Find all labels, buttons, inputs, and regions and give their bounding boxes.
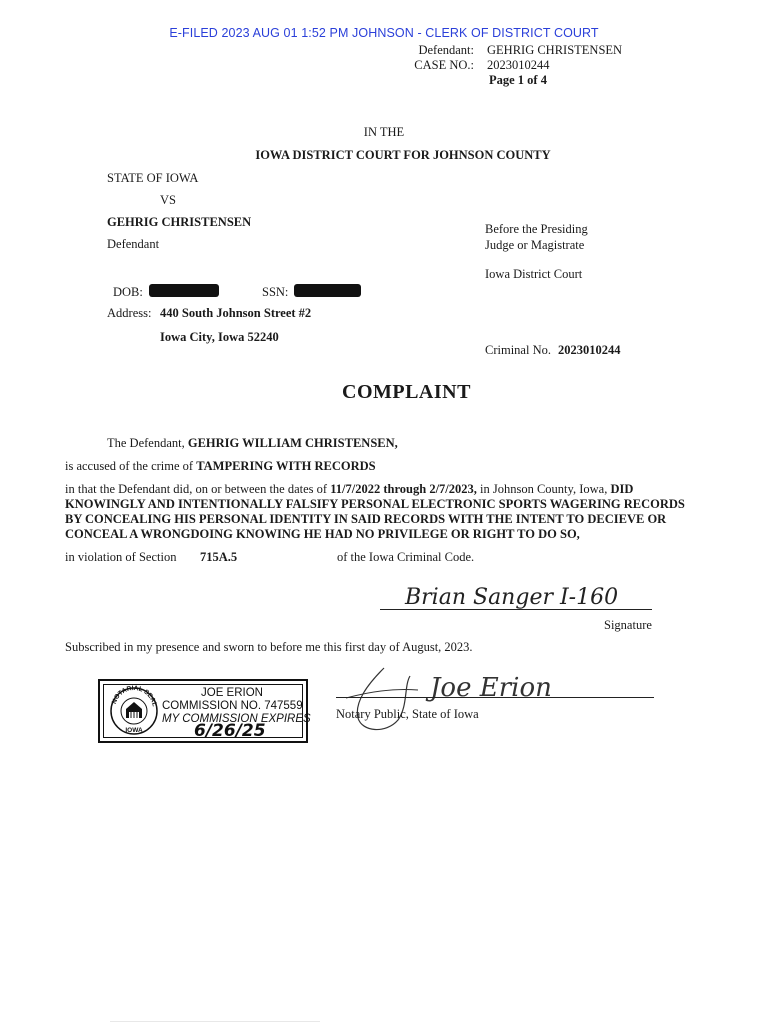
violation-suffix: of the Iowa Criminal Code.: [337, 550, 475, 564]
violation-section: 715A.5: [200, 550, 238, 564]
seal-top-text: NOTARIAL SEAL: [110, 685, 158, 708]
notary-signature-line: [336, 697, 654, 698]
charge-line-2: BY CONCEALING HIS PERSONAL IDENTITY IN SAID RECORDS WITH THE INTENT TO DECIEVE OR: [65, 512, 667, 526]
dob-redaction: [149, 284, 219, 297]
court-name: IOWA DISTRICT COURT FOR JOHNSON COUNTY: [255, 148, 551, 162]
subscribed-statement: Subscribed in my presence and sworn to before me this first day of August, 2023.: [65, 640, 473, 654]
notary-stamp: [98, 679, 311, 743]
body-crime: TAMPERING WITH RECORDS: [196, 459, 376, 473]
header-case-label: CASE NO.:: [414, 58, 474, 72]
body-date-from: 11/7/2022: [330, 482, 381, 496]
header-defendant-label: Defendant:: [418, 43, 474, 57]
body-through: through: [383, 482, 427, 496]
address-line2: Iowa City, Iowa 52240: [160, 330, 279, 344]
notarial-seal-icon: [106, 685, 162, 737]
efiled-banner: E-FILED 2023 AUG 01 1:52 PM JOHNSON - CLERK OF DISTRICT COURT: [169, 26, 599, 40]
address-line1: 440 South Johnson Street #2: [160, 306, 312, 320]
notary-expires-label: MY COMMISSION EXPIRES: [162, 713, 311, 725]
notary-commission: COMMISSION NO. 747559: [162, 700, 303, 712]
body-accused-line: [65, 459, 376, 474]
charge-line-1: KNOWINGLY AND INTENTIONALLY FALSIFY PERSONAL ELECTRONIC SPORTS WAGERING RECORDS: [65, 497, 685, 511]
defendant-name: GEHRIG CHRISTENSEN: [107, 215, 252, 229]
body-intro-line: [107, 436, 398, 451]
right-court-name: Iowa District Court: [485, 267, 583, 281]
dob-label: DOB:: [113, 285, 143, 299]
criminal-no-value: 2023010244: [558, 343, 621, 357]
ssn-redaction: [294, 284, 361, 297]
signature-label: Signature: [604, 618, 652, 632]
body-accused: is accused of the crime of: [65, 459, 194, 473]
page-number: Page 1 of 4: [489, 73, 547, 87]
criminal-no-label: Criminal No.: [485, 343, 551, 357]
charge-line-3: CONCEAL A WRONGDOING KNOWING HE HAD NO PRIVILEGE OR RIGHT TO DO SO,: [65, 527, 580, 541]
signature-line: [380, 609, 652, 610]
complainant-signature-text: Brian Sanger I-160: [405, 585, 619, 610]
plaintiff-name: STATE OF IOWA: [107, 171, 199, 185]
body-intro: The Defendant,: [107, 436, 185, 450]
notary-expires-date: 6/26/25: [194, 721, 266, 741]
ssn-label: SSN:: [262, 285, 289, 299]
document-title: COMPLAINT: [342, 381, 471, 403]
defendant-label: Defendant: [107, 237, 160, 251]
notary-signature: [338, 662, 558, 742]
violation-prefix: in violation of Section: [65, 550, 177, 564]
header-case-value: 2023010244: [487, 58, 550, 72]
presiding-line1: Before the Presiding: [485, 222, 588, 236]
versus-text: VS: [160, 193, 176, 207]
address-label: Address:: [107, 306, 152, 320]
seal-bottom-text: IOWA: [125, 727, 143, 734]
body-dates-prefix: in that the Defendant did, on or between the dates of: [65, 482, 328, 496]
body-dates-line: [65, 482, 633, 497]
notary-line-label: Notary Public, State of Iowa: [336, 707, 479, 721]
body-full-name: GEHRIG WILLIAM CHRISTENSEN,: [187, 436, 398, 450]
body-did: DID: [610, 482, 634, 496]
in-the-text: IN THE: [363, 125, 405, 139]
scan-artifact: [110, 1021, 320, 1022]
body-county: in Johnson County, Iowa,: [480, 482, 608, 496]
body-date-to: 2/7/2023,: [429, 482, 477, 496]
presiding-line2: Judge or Magistrate: [485, 238, 585, 252]
notary-signature-text: Joe Erion: [430, 673, 552, 703]
notary-name: JOE ERION: [201, 687, 263, 699]
header-defendant-value: GEHRIG CHRISTENSEN: [487, 43, 623, 57]
